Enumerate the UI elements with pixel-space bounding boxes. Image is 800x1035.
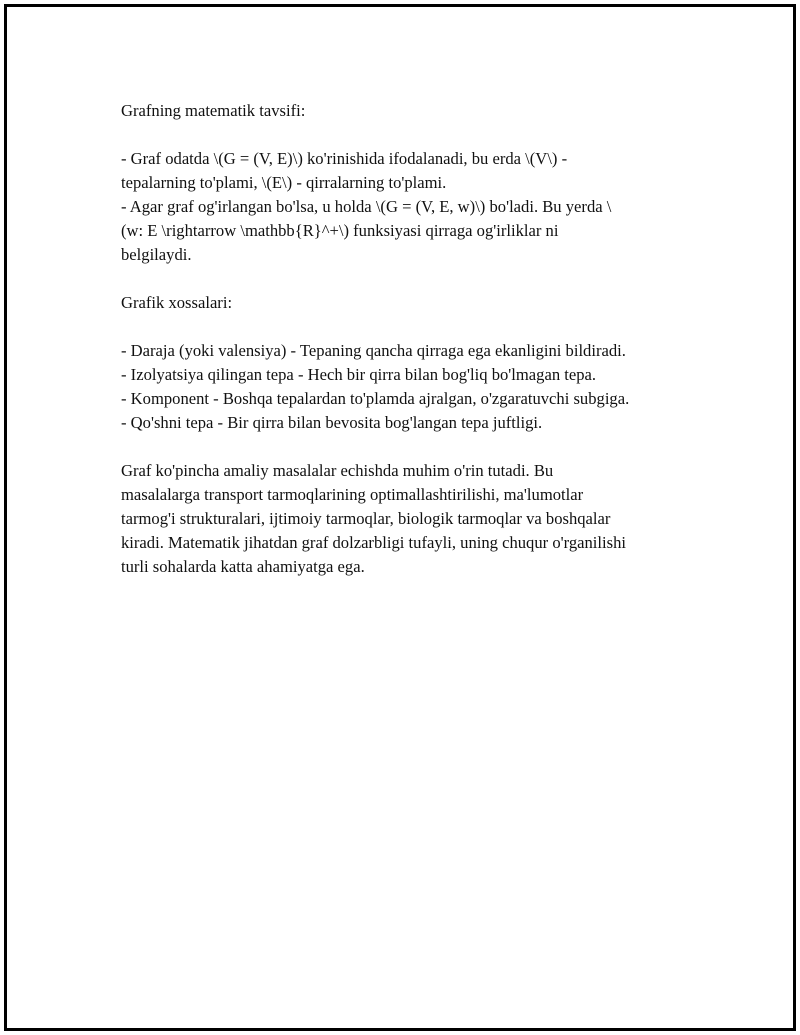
text-line: - Agar graf og'irlangan bo'lsa, u holda \(G = (V, E, w)\) bo'ladi. Bu yerda \ — [121, 197, 612, 216]
properties-list — [121, 339, 701, 435]
text-line: - Graf odatda \(G = (V, E)\) ko'rinishida ifodalanadi, bu erda \(V\) - — [121, 149, 568, 168]
list-item: - Komponent - Boshqa tepalardan to'plamda ajralgan, o'zgaratuvchi subgiga. — [121, 389, 630, 408]
text-line: belgilaydi. — [121, 245, 192, 264]
text-line: (w: E \rightarrow \mathbb{R}^+\) funksiyasi qirraga og'irliklar ni — [121, 221, 559, 240]
list-item: - Izolyatsiya qilingan tepa - Hech bir qirra bilan bog'liq bo'lmagan tepa. — [121, 365, 597, 384]
section-heading-math-description: Grafning matematik tavsifi: — [121, 101, 306, 120]
math-description-list — [121, 147, 701, 267]
text-line: tarmog'i strukturalari, ijtimoiy tarmoqlar, biologik tarmoqlar va boshqalar — [121, 509, 611, 528]
text-line: kiradi. Matematik jihatdan graf dolzarbligi tufayli, uning chuqur o'rganilishi — [121, 533, 626, 552]
list-item: - Qo'shni tepa - Bir qirra bilan bevosita bog'langan tepa juftligi. — [121, 413, 543, 432]
page-frame — [4, 4, 796, 1031]
list-item: - Daraja (yoki valensiya) - Tepaning qancha qirraga ega ekanligini bildiradi. — [121, 341, 626, 360]
text-line: tepalarning to'plami, \(E\) - qirralarning to'plami. — [121, 173, 447, 192]
document-body — [121, 99, 701, 603]
text-line: Graf ko'pincha amaliy masalalar echishda muhim o'rin tutadi. Bu — [121, 461, 554, 480]
closing-paragraph — [121, 459, 701, 579]
text-line: turli sohalarda katta ahamiyatga ega. — [121, 557, 365, 576]
text-line: masalalarga transport tarmoqlarining optimallashtirilishi, ma'lumotlar — [121, 485, 584, 504]
section-heading-properties: Grafik xossalari: — [121, 293, 233, 312]
